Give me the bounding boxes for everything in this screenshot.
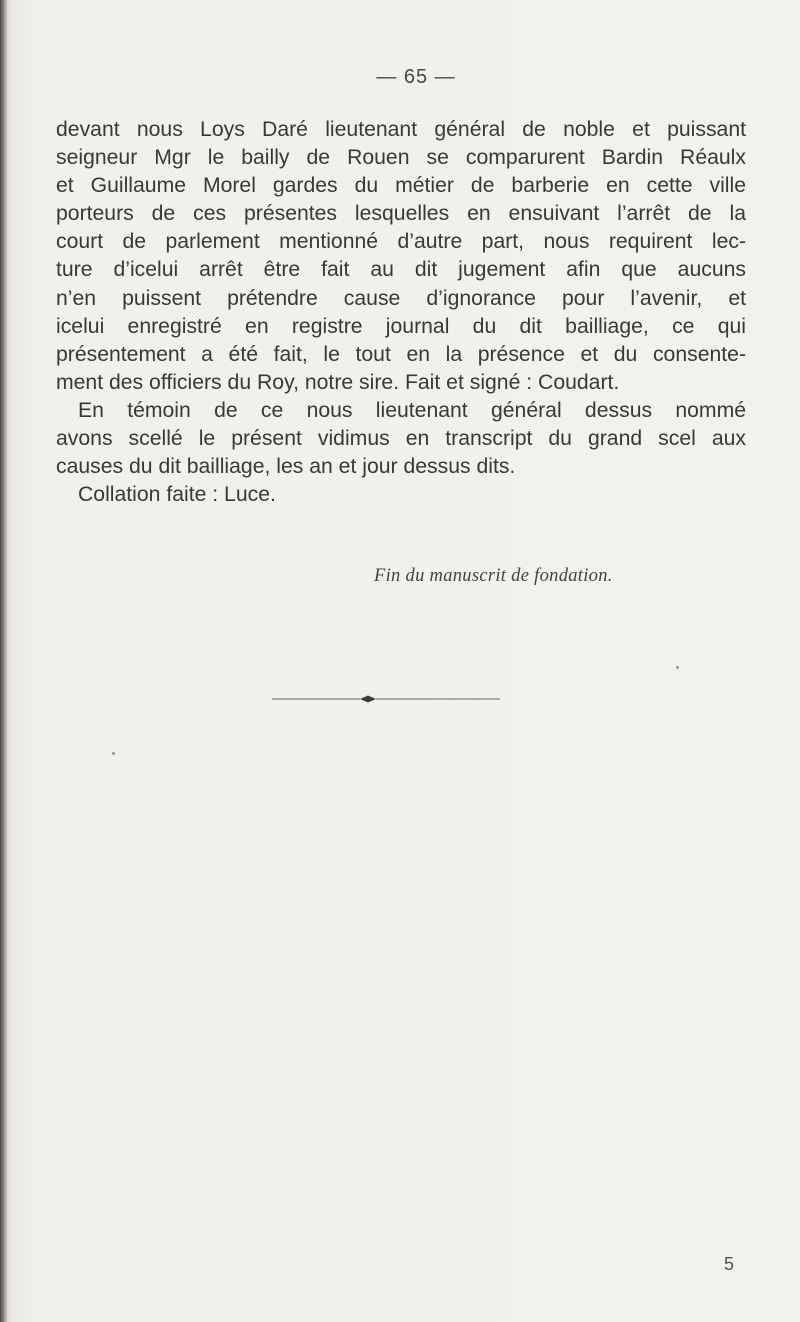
- paragraph: [56, 397, 746, 481]
- text-line: porteurs de ces présentes lesquelles en ensuivant l’arrêt de la: [56, 202, 746, 226]
- text-line: n’en puissent prétendre cause d’ignorance pour l’avenir, et: [56, 286, 746, 310]
- text-line: En témoin de ce nous lieutenant général dessus nommé: [78, 398, 746, 422]
- paper-speck: [676, 666, 679, 669]
- text-line: et Guillaume Morel gardes du métier de barberie en cette ville: [56, 174, 746, 198]
- paragraph: [56, 116, 746, 397]
- signature-mark: 5: [724, 1254, 735, 1274]
- text-line: court de parlement mentionné d’autre part, nous requirent lec-: [56, 230, 746, 254]
- page-number: — 65 —: [376, 66, 456, 88]
- text-line: causes du dit bailliage, les an et jour dessus dits.: [56, 455, 516, 479]
- text-line: ture d’icelui arrêt être fait au dit jugement afin que aucuns: [56, 258, 746, 282]
- paper-speck: [112, 752, 115, 755]
- colophon: Fin du manuscrit de fondation.: [374, 566, 613, 586]
- text-line: présentement a été fait, le tout en la présence et du consente-: [56, 342, 746, 366]
- text-line: ment des officiers du Roy, notre sire. Fait et signé : Coudart.: [56, 370, 620, 394]
- text-line: avons scellé le présent vidimus en transcript du grand scel aux: [56, 427, 746, 451]
- ornament-divider: [272, 694, 500, 704]
- binding-edge: [0, 0, 9, 1322]
- text-line: devant nous Loys Daré lieutenant général de noble et puissant: [56, 118, 746, 141]
- body-text: [56, 116, 746, 509]
- paragraph: [56, 481, 746, 509]
- ornament-diamond: [360, 696, 376, 703]
- text-line: seigneur Mgr le bailly de Rouen se comparurent Bardin Réaulx: [56, 146, 746, 170]
- text-line: Collation faite : Luce.: [78, 483, 276, 507]
- text-line: icelui enregistré en registre journal du dit bailliage, ce qui: [56, 314, 746, 338]
